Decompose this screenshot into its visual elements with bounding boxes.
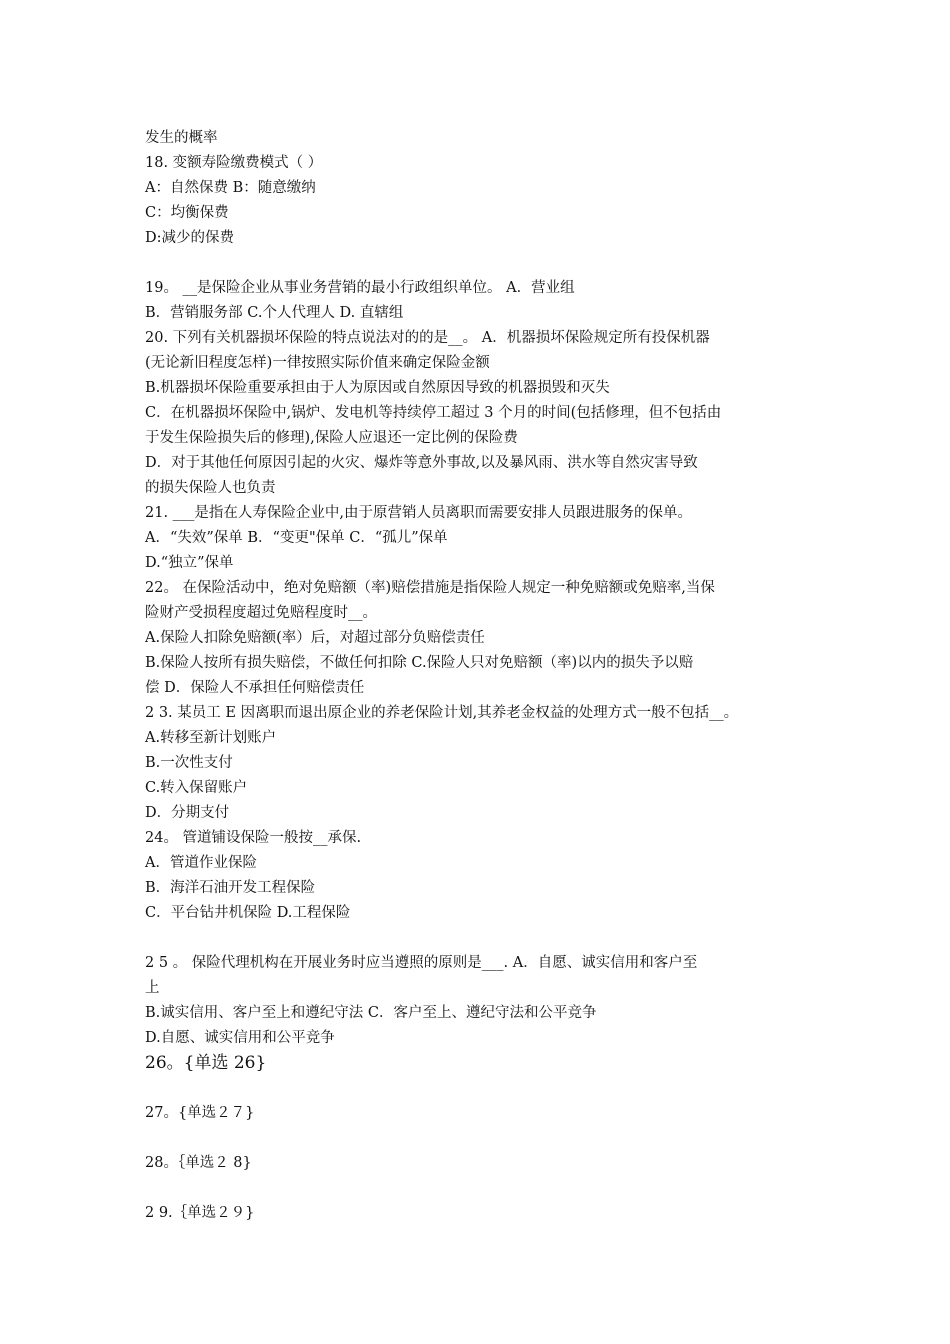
text-line: 险财产受损程度超过免赔程度时__。 bbox=[145, 605, 377, 621]
option-line: C：均衡保费 bbox=[145, 205, 229, 221]
blank-line bbox=[145, 251, 821, 276]
option-line: C.转入保留账户 bbox=[145, 780, 248, 796]
question-29: 2 9.｛单选２９} bbox=[145, 1205, 255, 1221]
option-line: D．对于其他任何原因引起的火灾、爆炸等意外事故,以及暴风雨、洪水等自然灾害导致 bbox=[145, 455, 698, 471]
option-line: C．在机器损坏保险中,锅炉、发电机等持续停工超过 3 个月的时间(包括修理，但不包括由 bbox=[145, 405, 722, 421]
option-line: A．管道作业保险 bbox=[145, 855, 257, 871]
question-27: 27。{单选２７} bbox=[145, 1105, 255, 1121]
option-line: C．平台钻井机保险 D.工程保险 bbox=[145, 905, 351, 921]
document-body bbox=[145, 126, 821, 1226]
option-line: 偿 D．保险人不承担任何赔偿责任 bbox=[145, 680, 365, 696]
option-line: A．“失效”保单 B．“变更"保单 C．“孤儿”保单 bbox=[145, 530, 448, 546]
option-line: B.一次性支付 bbox=[145, 755, 233, 771]
question-20: 20. 下列有关机器损坏保险的特点说法对的的是__。 A．机器损坏保险规定所有投保机器 bbox=[145, 330, 710, 346]
option-line: D.“独立”保单 bbox=[145, 555, 234, 571]
text-line: 的损失保险人也负责 bbox=[145, 480, 276, 496]
text-line: 于发生保险损失后的修理),保险人应退还一定比例的保险费 bbox=[145, 430, 518, 446]
question-21: 21. ___是指在人寿保险企业中,由于原营销人员离职而需要安排人员跟进服务的保单。 bbox=[145, 505, 693, 521]
option-line: D.自愿、诚实信用和公平竞争 bbox=[145, 1030, 335, 1046]
option-line: B．营销服务部 C.个人代理人 D. 直辖组 bbox=[145, 305, 404, 321]
question-24: 24。 管道铺设保险一般按__承保. bbox=[145, 830, 362, 846]
question-22: 22。 在保险活动中，绝对免赔额（率)赔偿措施是指保险人规定一种免赔额或免赔率,当保 bbox=[145, 580, 715, 596]
option-line: B.机器损坏保险重要承担由于人为原因或自然原因导致的机器损毁和灭失 bbox=[145, 380, 610, 396]
option-line: B.保险人按所有损失赔偿，不做任何扣除 C.保险人只对免赔额（率)以内的损失予以赔 bbox=[145, 655, 694, 671]
question-18: 18. 变额寿险缴费模式（ ） bbox=[145, 155, 323, 171]
option-line: D．分期支付 bbox=[145, 805, 230, 821]
option-line: B.诚实信用、客户至上和遵纪守法 C．客户至上、遵纪守法和公平竞争 bbox=[145, 1005, 597, 1021]
blank-line bbox=[145, 926, 821, 951]
question-26: 26。{单选 26} bbox=[145, 1053, 267, 1073]
option-line: B．海洋石油开发工程保险 bbox=[145, 880, 316, 896]
text-line: 上 bbox=[145, 980, 160, 996]
option-line: A.转移至新计划账户 bbox=[145, 730, 277, 746]
blank-line bbox=[145, 1176, 821, 1201]
question-25: 2 5 。 保险代理机构在开展业务时应当遵照的原则是___. A．自愿、诚实信用和客户至 bbox=[145, 955, 698, 971]
blank-line bbox=[145, 1126, 821, 1151]
question-19: 19。 __是保险企业从事业务营销的最小行政组织单位。 A．营业组 bbox=[145, 280, 575, 296]
option-line: A：自然保费 B：随意缴纳 bbox=[145, 180, 316, 196]
question-28: 28。｛单选２ 8} bbox=[145, 1155, 252, 1171]
question-23: 2 3. 某员工 E 因离职而退出原企业的养老保险计划,其养老金权益的处理方式一般不包括__。 bbox=[145, 705, 739, 721]
option-line: D:减少的保费 bbox=[145, 230, 235, 246]
text-line: 发生的概率 bbox=[145, 130, 218, 146]
text-line: (无论新旧程度怎样)一律按照实际价值来确定保险金额 bbox=[145, 355, 490, 371]
option-line: A.保险人扣除免赔额(率）后，对超过部分负赔偿责任 bbox=[145, 630, 485, 646]
blank-line bbox=[145, 1076, 821, 1101]
